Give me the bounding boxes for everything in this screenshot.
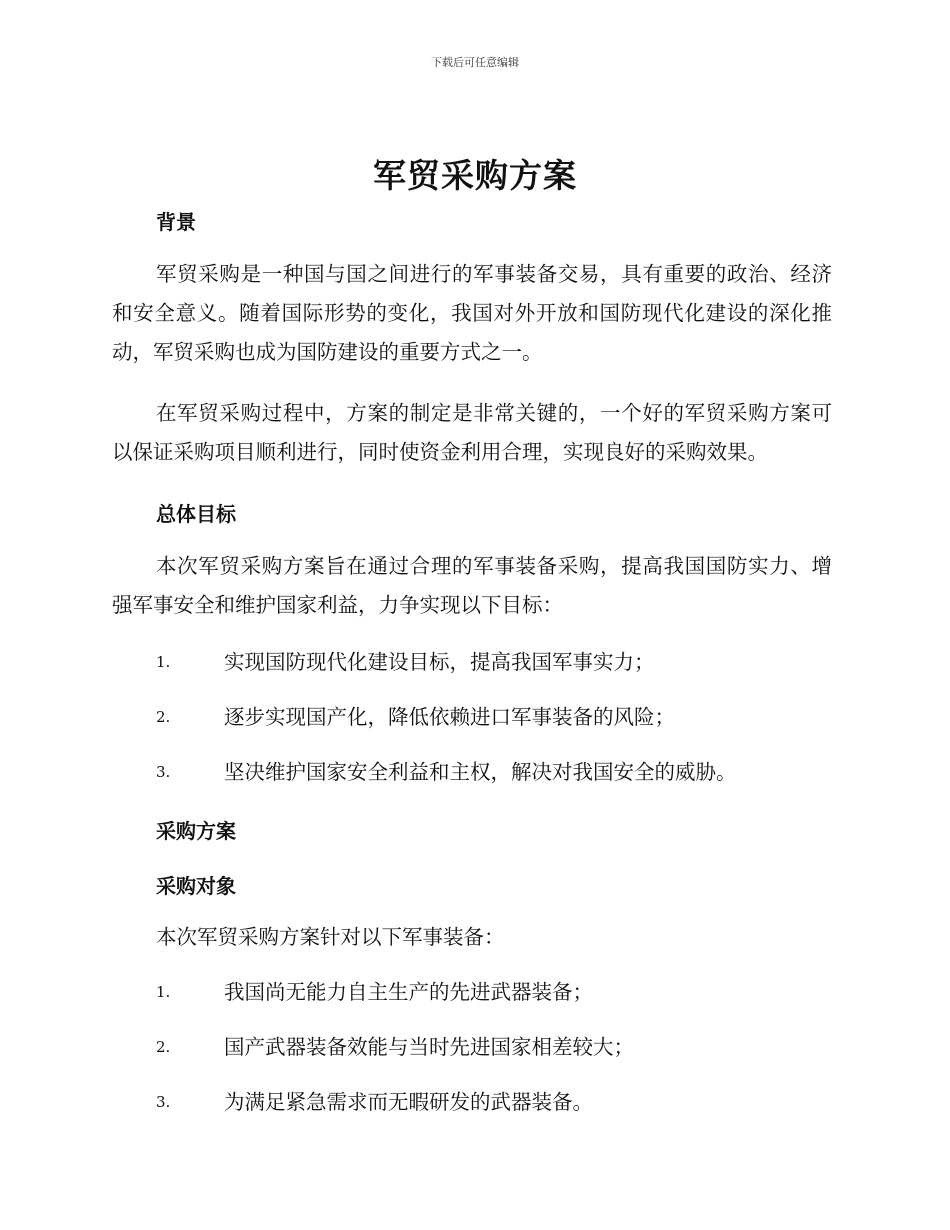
list-item [156,702,836,732]
list-item [156,977,836,1007]
list-number: 1. [156,653,171,671]
section-heading-overall-goal: 总体目标 [156,502,236,526]
list-text: 我国尚无能力自主生产的先进武器装备； [224,980,593,1004]
list-text: 实现国防现代化建设目标，提高我国军事实力； [224,650,655,674]
paragraph-overall-goal-intro: 本次军贸采购方案旨在通过合理的军事装备采购，提高我国国防实力、增强军事安全和维护国家利益，力争实现以下目标： [112,554,832,617]
list-number: 2. [156,708,171,726]
paragraph-procurement-intro: 本次军贸采购方案针对以下军事装备： [156,925,505,949]
list-number: 2. [156,1038,171,1056]
document-title: 军贸采购方案 [373,156,577,195]
list-item [156,1087,836,1117]
section-heading-background: 背景 [156,210,196,234]
paragraph-background-1: 军贸采购是一种国与国之间进行的军事装备交易，具有重要的政治、经济和安全意义。随着国际形势的变化，我国对外开放和国防现代化建设的深化推动，军贸采购也成为国防建设的重要方式之一。 [112,262,832,364]
list-number: 3. [156,1093,171,1111]
list-text: 坚决维护国家安全利益和主权，解决对我国安全的威胁。 [224,760,737,784]
list-text: 逐步实现国产化，降低依赖进口军事装备的风险； [224,705,675,729]
section-heading-procurement-plan: 采购方案 [156,819,236,843]
list-number: 3. [156,763,171,781]
list-text: 为满足紧急需求而无暇研发的武器装备。 [224,1090,593,1114]
list-item [156,647,836,677]
list-item [156,757,836,787]
header-note: 下载后可任意编辑 [431,56,519,69]
subsection-heading-procurement-target: 采购对象 [156,874,236,898]
list-number: 1. [156,983,171,1001]
list-item [156,1032,836,1062]
paragraph-background-2: 在军贸采购过程中，方案的制定是非常关键的，一个好的军贸采购方案可以保证采购项目顺利进行，同时使资金利用合理，实现良好的采购效果。 [112,401,832,464]
list-text: 国产武器装备效能与当时先进国家相差较大； [224,1035,634,1059]
